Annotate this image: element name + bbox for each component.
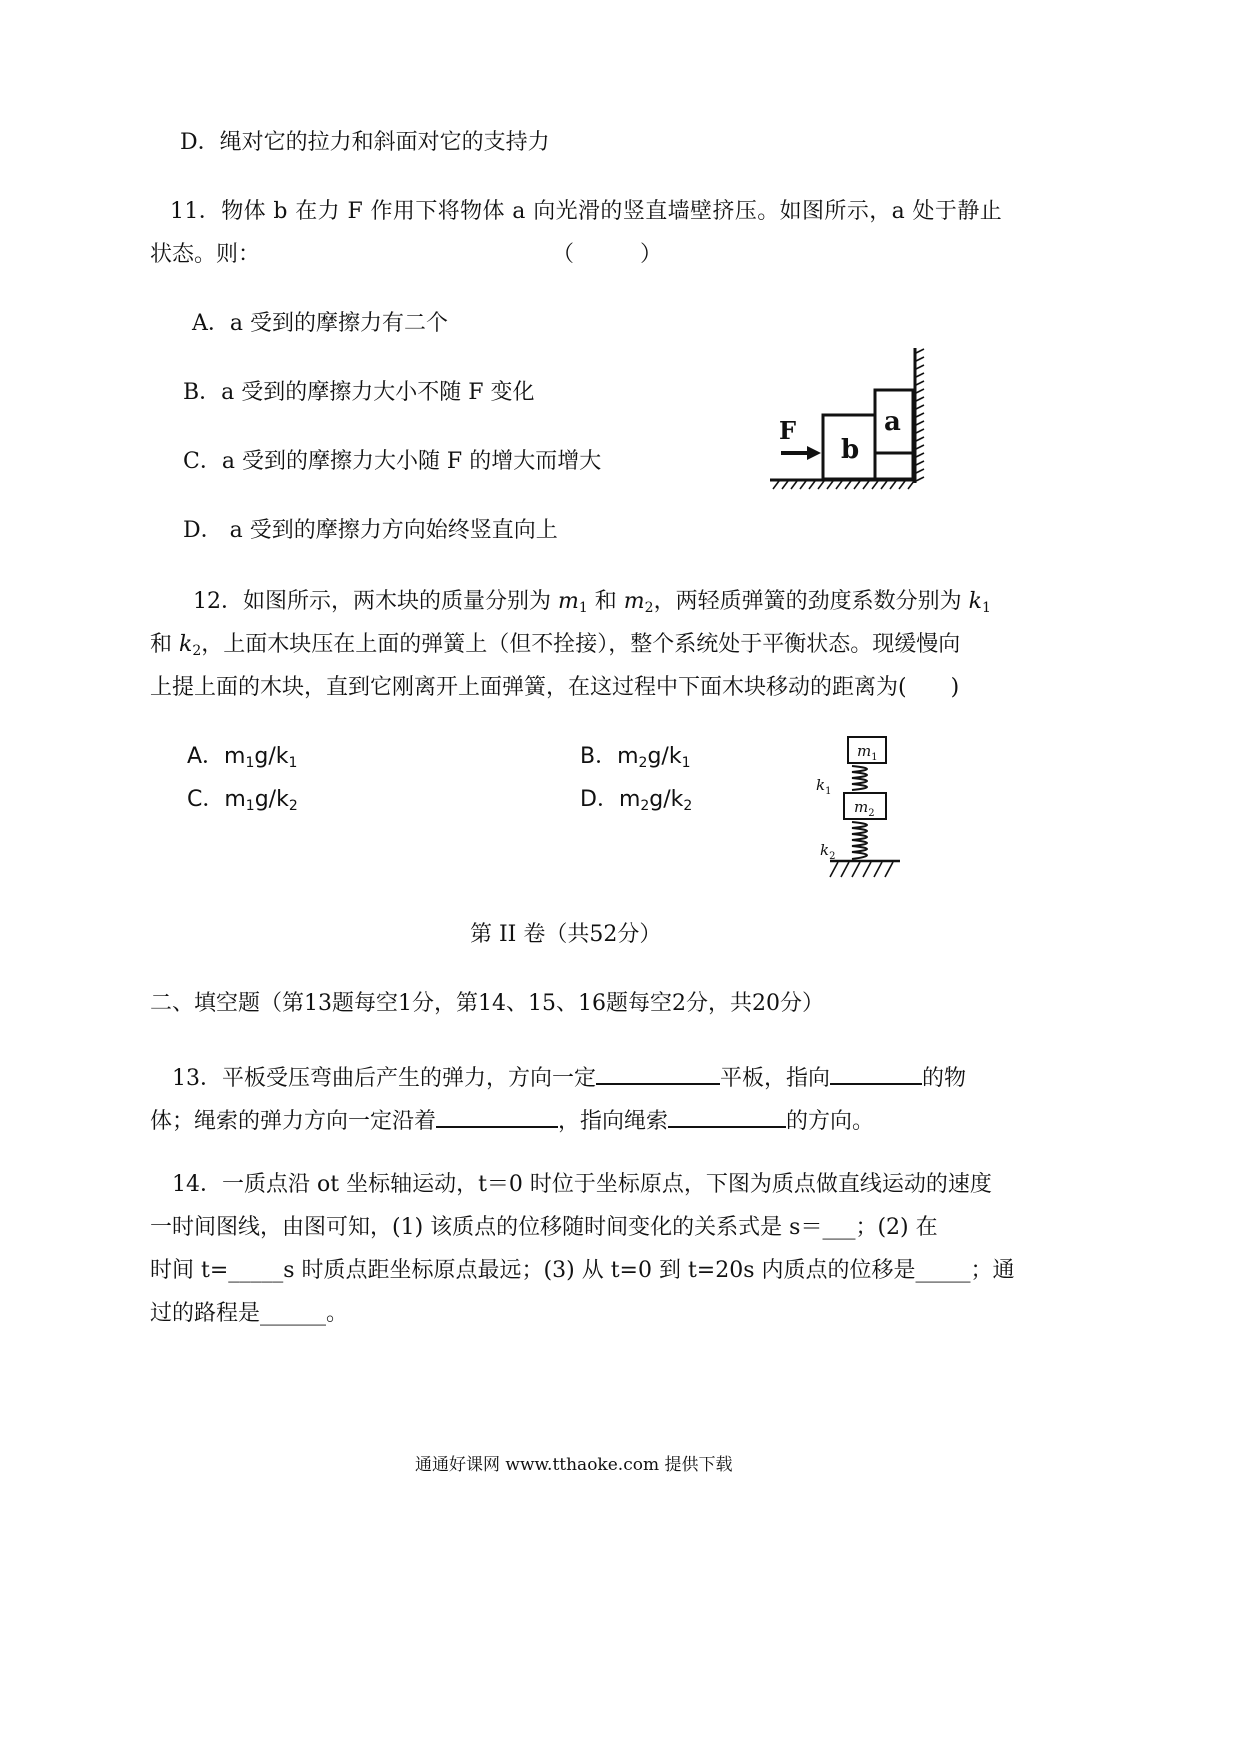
q12-line-1: 12．如图所示，两木块的质量分别为 $m_1$ 和 $m_2$，两轻质弹簧的劲度系数分别为 $k_1$	[193, 589, 991, 616]
spring-k1-label: $k_1$	[816, 776, 832, 797]
section-2-title: 第 II 卷（共52分）	[470, 922, 662, 947]
q12-figure	[810, 733, 910, 883]
spring-k2-label: $k_2$	[820, 841, 836, 862]
q12-line-2: 和 $k_2$，上面木块压在上面的弹簧上（但不拴接），整个系统处于平衡状态。现缓慢向	[150, 632, 961, 659]
block-b-label: b	[841, 435, 860, 465]
q14-line-3: 时间 t=_____s 时质点距坐标原点最远；(3) 从 t=0 到 t=20s 内质点的位移是_____；通	[150, 1258, 1015, 1283]
q12-option-b: B．$m_2g/k_1$	[580, 744, 691, 771]
wall-hatch	[916, 349, 924, 481]
q13-blank-1[interactable]	[596, 1060, 720, 1085]
q14-line-2: 一时间图线，由图可知，(1) 该质点的位移随时间变化的关系式是 s＝___；(2) 在	[150, 1215, 938, 1240]
q13-line-1: 13．平板受压弯曲后产生的弹力，方向一定 平板，指向 的物	[172, 1060, 966, 1092]
footer-text: 通通好课网 www.tthaoke.com 提供下载	[415, 1455, 733, 1475]
force-arrow-head	[807, 446, 821, 460]
block-m2-label: $m_2$	[854, 798, 875, 819]
q12-option-a: A．$m_1g/k_1$	[187, 744, 298, 771]
force-label: F	[779, 416, 797, 445]
q11-line-1: 11．物体 b 在力 F 作用下将物体 a 向光滑的竖直墙壁挤压。如图所示，a 处于静止	[170, 199, 1003, 224]
q10-option-d: D．绳对它的拉力和斜面对它的支持力	[180, 130, 550, 155]
q13-blank-4[interactable]	[668, 1103, 786, 1128]
q11-figure	[765, 345, 935, 495]
q13-blank-2[interactable]	[830, 1060, 922, 1085]
q11-answer-paren: （ ）	[552, 242, 663, 267]
q11-option-c: C．a 受到的摩擦力大小随 F 的增大而增大	[183, 449, 602, 474]
q13-blank-3[interactable]	[436, 1103, 558, 1128]
spring-k1	[852, 766, 867, 790]
q12-ground-hatch	[830, 862, 893, 877]
spring-k2	[852, 822, 867, 859]
support-block	[875, 453, 913, 479]
q11-option-a: A．a 受到的摩擦力有二个	[192, 311, 448, 336]
q13-line-2: 体；绳索的弹力方向一定沿着 ，指向绳索 的方向。	[150, 1103, 874, 1135]
q14-line-1: 14．一质点沿 ot 坐标轴运动，t＝0 时位于坐标原点，下图为质点做直线运动的速度	[172, 1172, 992, 1197]
part-2-title: 二、填空题（第13题每空1分，第14、15、16题每空2分，共20分）	[150, 991, 824, 1016]
q11-option-d: D． a 受到的摩擦力方向始终竖直向上	[183, 518, 558, 543]
q11-line-2: 状态。则：	[150, 242, 261, 267]
q12-option-c: C．$m_1g/k_2$	[187, 787, 298, 814]
q14-line-4: 过的路程是______。	[150, 1301, 349, 1326]
q12-line-3: 上提上面的木块，直到它刚离开上面弹簧，在这过程中下面木块移动的距离为( )	[150, 675, 960, 700]
block-m1-label: $m_1$	[857, 742, 878, 763]
block-a-label: a	[884, 407, 901, 437]
q11-option-b: B．a 受到的摩擦力大小不随 F 变化	[183, 380, 535, 405]
ground-hatch	[773, 481, 914, 489]
q12-option-d: D．$m_2g/k_2$	[580, 787, 693, 814]
